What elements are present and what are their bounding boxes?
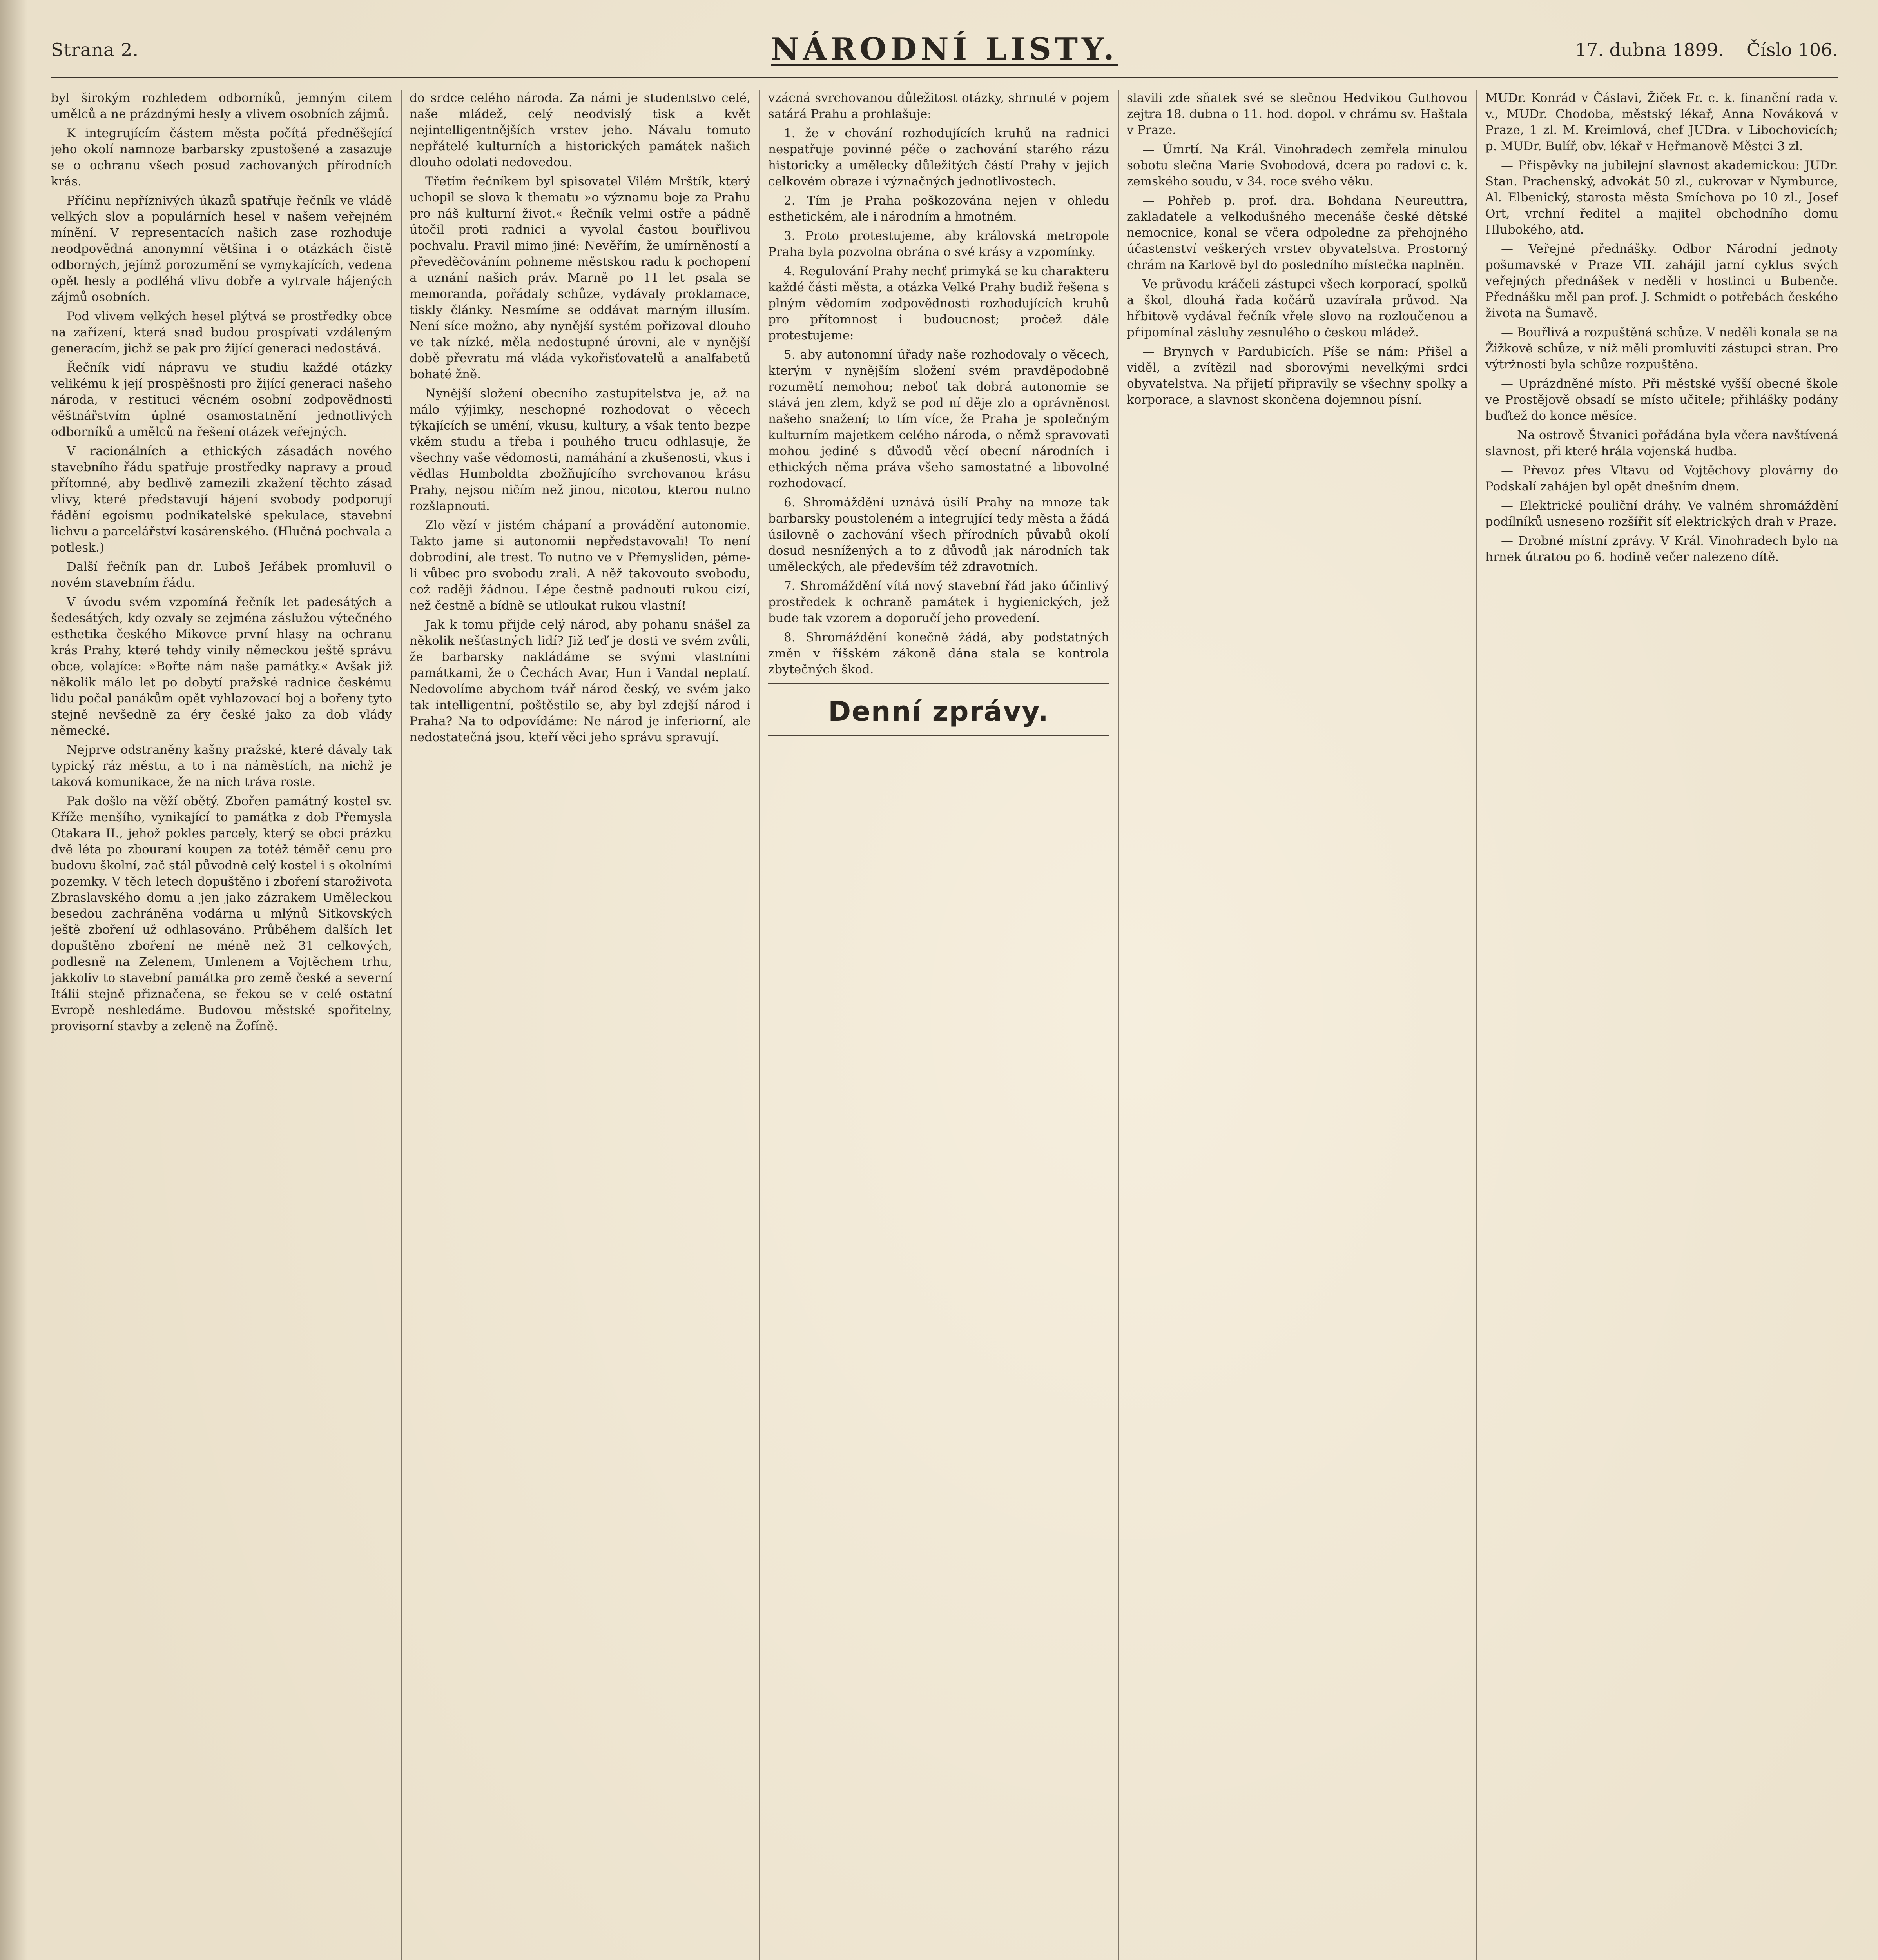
paragraph: — Příspěvky na jubilejní slavnost akademickou: JUDr. Stan. Prachenský, advokát 50 zl., cukrovar v Nymburce, Al. Elbenický, starosta města Smíchova po 10 zl., Josef Ort, vrchní ředitel a majitel obchodního domu Hlubokého, atd. — [1485, 158, 1838, 237]
column-divider — [1118, 90, 1119, 1960]
section-rule — [768, 735, 1109, 736]
paragraph: V úvodu svém vzpomíná řečník let padesátých a šedesátých, kdy ozvaly se zejména záslužou výtečného esthetika českého Mikovce první hlasy na ochranu krás Prahy, které tehdy vinily německou ještě správu obce, volajíce: »Bořte nám naše památky.« Avšak již několik málo let po dobytí pražské radnice českému lidu počal panákům opět vyhlazovací boj a bořeny tyto stejně nevšedně za éry české jako za dob vlády německé. — [51, 595, 392, 738]
paragraph: 4. Regulování Prahy nechť primyká se ku charakteru každé části města, a otázka Velké Prahy budiž řešena s plným vědomím zodpovědnosti rozhodujících kruhů pro přítomnost i budoucnost; pročež dále protestujeme: — [768, 264, 1109, 343]
paragraph: 1. že v chování rozhodujících kruhů na radnici nespatřuje povinné péče o zachování starého rázu historicky a umělecky důležitých částí Prahy v jejich celkovém obraze i význačných jednotlivostech. — [768, 126, 1109, 189]
paragraph: 2. Tím je Praha poškozována nejen v ohledu esthetickém, ale i národním a hmotném. — [768, 194, 1109, 224]
section-rule — [768, 683, 1109, 684]
page-fold-shadow — [0, 0, 27, 1960]
paragraph: slavili zde sňatek své se slečnou Hedvikou Guthovou zejtra 18. dubna o 11. hod. dopol. v chrámu sv. Haštala v Praze. — [1127, 91, 1468, 137]
paragraph: MUDr. Konrád v Čáslavi, Žiček Fr. c. k. finanční rada v. v., MUDr. Chodoba, městský lékař, Anna Nováková v Praze, 1 zl. M. Kreimlová, chef JUDra. v Libochovicích; p. MUDr. Bulíř, obv. lékař v Heřmanově Městci 3 zl. — [1485, 91, 1838, 153]
paragraph: 8. Shromáždění konečně žádá, aby podstatných změn v říšském zákoně dána stala se kontrola zbytečných škod. — [768, 630, 1109, 677]
column-3 — [768, 90, 1109, 1960]
paragraph: byl širokým rozhledem odborníků, jemným citem umělců a ne prázdnými hesly a vlivem osobních zájmů. — [51, 91, 392, 121]
column-4 — [1127, 90, 1468, 1960]
issue-date: 17. dubna 1899. — [1575, 39, 1724, 60]
paragraph: Pak došlo na věží obětý. Zbořen památný kostel sv. Kříže menšího, vynikající to památka z dob Přemysla Otakara II., jehož pokles parcely, který se obci prázku dvě léta po zbouraní koupen za totéž téměř cenu pro budovu školní, zač stál původně celý kostel i s okolními pozemky. V těch letech dopuštěno i zboření staroživota Zbraslavského domu a jen jako zázrakem Uměleckou besedou zachráněna vodárna u mlýnů Sitkovských ještě zboření už odhlasováno. Průběhem dalších let dopuštěno zboření ne méně než 31 celkových, podlesně na Zelenem, Umlenem a Vojtěchem trhu, jakkoliv to stavební památka pro země české a severní Itálii stejně přiznačena, se řekou se v celé ostatní Evropě neshledáme. Budovou městské spořitelny, provisorní stavby a zeleně na Žofíně. — [51, 794, 392, 1033]
column-2 — [410, 90, 750, 1960]
column-divider — [401, 90, 402, 1960]
paragraph: Další řečník pan dr. Luboš Jeřábek promluvil o novém stavebním řádu. — [51, 560, 392, 590]
paragraph: Jak k tomu přijde celý národ, aby pohanu snášel za několik nešťastných lidí? Již teď je dosti ve svém zvůli, že barbarsky nakládáme se svými vlastními památkami, že o Čechách Avar, Hun i Vandal neplatí. Nedovolíme abychom tvář národ český, ve svém jako tak intelligentní, poštěstilo se, aby byl zdejší národ i Praha? Na to odpovídáme: Ne národ je inferiorní, ale nedostatečná jsou, kteří věci jeho správu spravují. — [410, 618, 750, 744]
paragraph: Zlo vězí v jistém chápaní a provádění autonomie. Takto jame si autonomii nepředstavovali! To není dobrodiní, ale trest. To nutno ve v Přemysliden, péme-li vůbec pro svobodu zrali. A něž takovouto svobodu, což raději žádnou. Lépe čestně padnouti rukou cizí, než čestně a bídně se utloukat rukou vlastní! — [410, 518, 750, 613]
paragraph: 5. aby autonomní úřady naše rozhodovaly o věcech, kterým v nynějším složení svém pravděpodobně rozumětí nemohou; neboť tak dobrá autonomie se stává jen zlem, když se pod ní děje zlo a oprávněnost našeho snažení; to tím více, že Praha je společným kulturním majetkem celého národa, o němž spravovati mohou jediné s důvodů věcí obecní národních i ethických něma práva všeho samostatné a libovolné rozhodovací. — [768, 348, 1109, 490]
paragraph: do srdce celého národa. Za námi je studentstvo celé, naše mládež, celý neodvislý tisk a květ nejintelligentnějších vrstev jeho. Návalu tomuto nepřátelé kulturních a historických památek našich dlouho odolati nedovedou. — [410, 91, 750, 169]
newspaper-title: NÁRODNÍ LISTY. — [771, 31, 1118, 67]
paragraph: — Drobné místní zprávy. V Král. Vinohradech bylo na hrnek útratou po 6. hodině večer nalezeno dítě. — [1485, 534, 1838, 564]
paragraph: Pod vlivem velkých hesel plýtvá se prostředky obce na zařízení, která snad budou prospívati vzdáleným generacím, jichž se pak pro žijící generaci nedostává. — [51, 309, 392, 356]
paragraph: — Úmrtí. Na Král. Vinohradech zemřela minulou sobotu slečna Marie Svobodová, dcera po radovi c. k. zemského soudu, v 34. roce svého věku. — [1127, 142, 1468, 189]
paragraph: — Pohřeb p. prof. dra. Bohdana Neureuttra, zakladatele a velkodušného mecenáše české dětské nemocnice, konal se včera odpoledne za přehojného účastenství veškerých vrstev obyvatelstva. Prostorný chrám na Karlově byl do posledního místečka naplněn. — [1127, 194, 1468, 272]
paragraph: — Na ostrově Štvanici pořádána byla včera navštívená slavnost, při které hrála vojenská hudba. — [1485, 428, 1838, 458]
daily-news-heading: Denní zprávy. — [828, 695, 1049, 728]
paragraph: Nynější složení obecního zastupitelstva je, až na málo výjimky, neschopné rozhodovat o věcech týkajících se umění, vkusu, kultury, a však tento bezpe vkěm studu a třeba i pouhého trucu odhlasuje, že všechny vaše vědomosti, namáhání a zkušenosti, vkus i vědlas Humboldta zbožňujícího svrchovanou krásu Prahy, nejsou ničím než jinou, nicotou, kterou nutno rozšlapnouti. — [410, 387, 750, 513]
column-divider — [759, 90, 760, 1960]
paragraph: — Převoz přes Vltavu od Vojtěchovy plovárny do Podskalí zahájen byl opět dnešním dnem. — [1485, 463, 1838, 494]
header-rule — [51, 77, 1838, 78]
paragraph: Ve průvodu kráčeli zástupci všech korporací, spolků a škol, dlouhá řada kočárů uzavírala průvod. Na hřbitově vydával řečník vřele slovo na rozloučenou a připomínal zásluhy zesnulého o českou mládež. — [1127, 277, 1468, 339]
paragraph: Třetím řečníkem byl spisovatel Vilém Mrštík, který uchopil se slova k thematu »o významu boje za Prahu pro náš kulturní život.« Řečník velmi ostře a pádně útočil proti radnici a vyvolal častou bouřlivou pochvalu. Pravil mimo jiné: Nevěřím, že umírněností a převeděčováním pohneme městskou radu k pochopení a uznání našich práv. Marně po 11 let psala se memoranda, pořádaly schůze, vydávaly proklamace, tiskly články. Nesmíme se oddávat marným illusím. Není síce možno, aby nynější systém pořizoval dlouho ve tak nízké, měla nedostupné úrovni, ale v nynější době převratu má vláda vykořisťovatelů a analfabetů bohaté žně. — [410, 174, 750, 381]
paragraph: 7. Shromáždění vítá nový stavební řád jako účinlivý prostředek k ochraně památek i hygienických, jež bude tak vzorem a doporučí jeho provedení. — [768, 579, 1109, 625]
paragraph: Nejprve odstraněny kašny pražské, které dávaly tak typický ráz městu, a to i na náměstích, na nichž je taková komunikace, že na nich tráva roste. — [51, 743, 392, 789]
paragraph: — Uprázdněné místo. Při městské vyšší obecné škole ve Prostějově obsadí se místo učitele; přihlášky podány buďtež do konce měsíce. — [1485, 377, 1838, 423]
paragraph: Příčinu nepříznivých úkazů spatřuje řečník ve vládě velkých slov a populárních hesel v našem veřejném mínění. V representacích našich zase rozhoduje neodpovědná anonymní většina i o otázkách čistě odborných, jejímž porozumění se vymykajících, vedena opět hesly a podléhá vlivu dobře a vytrvale hájených zájmů osobních. — [51, 194, 392, 304]
paragraph: — Bouřlivá a rozpuštěná schůze. V neděli konala se na Žižkově schůze, v níž měli promluviti zástupci stran. Pro výtržnosti byla schůze rozpuštěna. — [1485, 325, 1838, 372]
paragraph: vzácná svrchovanou důležitost otázky, shrnuté v pojem satárá Prahu a prohlašuje: — [768, 91, 1109, 121]
paragraph: — Elektrické pouliční dráhy. Ve valném shromáždění podílníků usneseno rozšířit síť elektrických drah v Praze. — [1485, 499, 1838, 529]
masthead — [51, 24, 1838, 71]
page-number: Strana 2. — [51, 39, 139, 60]
column-divider — [1476, 90, 1477, 1960]
paragraph: — Brynych v Pardubicích. Píše se nám: Přišel a viděl, a zvítězil nad sborovými nevelkými srdci obyvatelstva. Na přijetí připravily se všechny spolky a korporace, a slavnost skončena dojemnou písní. — [1127, 345, 1468, 407]
issue-number: Číslo 106. — [1747, 39, 1838, 60]
paragraph: V racionálních a ethických zásadách nového stavebního řádu spatřuje prostředky napravy a proud přítomné, aby bedlivě zamezili zkažení těchto zásad vlivy, které představují hájení svobody podporují řádění egoismu podnikatelské spekulace, stavební lichvu a parcelářství kasárenského. (Hlučná pochvala a potlesk.) — [51, 444, 392, 555]
paragraph: 3. Proto protestujeme, aby královská metropole Praha byla pozvolna obrána o své krásy a vzpomínky. — [768, 229, 1109, 259]
column-5 — [1485, 90, 1838, 1960]
paragraph: 6. Shromáždění uznává úsilí Prahy na mnoze tak barbarsky poustoleném a integrující tedy města a žádá úsilovně o zachování všech přírodních půvabů okolí dosud nesnížených a to z důvodů jak národních tak uměleckých, ale především též zdravotních. — [768, 495, 1109, 574]
paragraph: K integrujícím částem města počítá předněšející jeho okolí namnoze barbarsky zpustošené a zasazuje se o ochranu všech posud zachovaných přírodních krás. — [51, 126, 392, 189]
paragraph: — Veřejné přednášky. Odbor Národní jednoty pošumavské v Praze VII. zahájil jarní cyklus svých veřejných přednášek v neděli v hostinci u Bubenče. Přednášku měl pan prof. J. Schmidt o potřebách českého života na Šumavě. — [1485, 242, 1838, 320]
issue-info — [1575, 39, 1838, 60]
paragraph: Řečník vidí nápravu ve studiu každé otázky velikému k její prospěšnosti pro žijící generaci našeho národa, v restituci věcném osobní zodpovědnosti věštnářstvím úplné osamostatnění jednotlivých odborníků a umělců na řešení otázek veřejných. — [51, 361, 392, 439]
column-1 — [51, 90, 392, 1960]
